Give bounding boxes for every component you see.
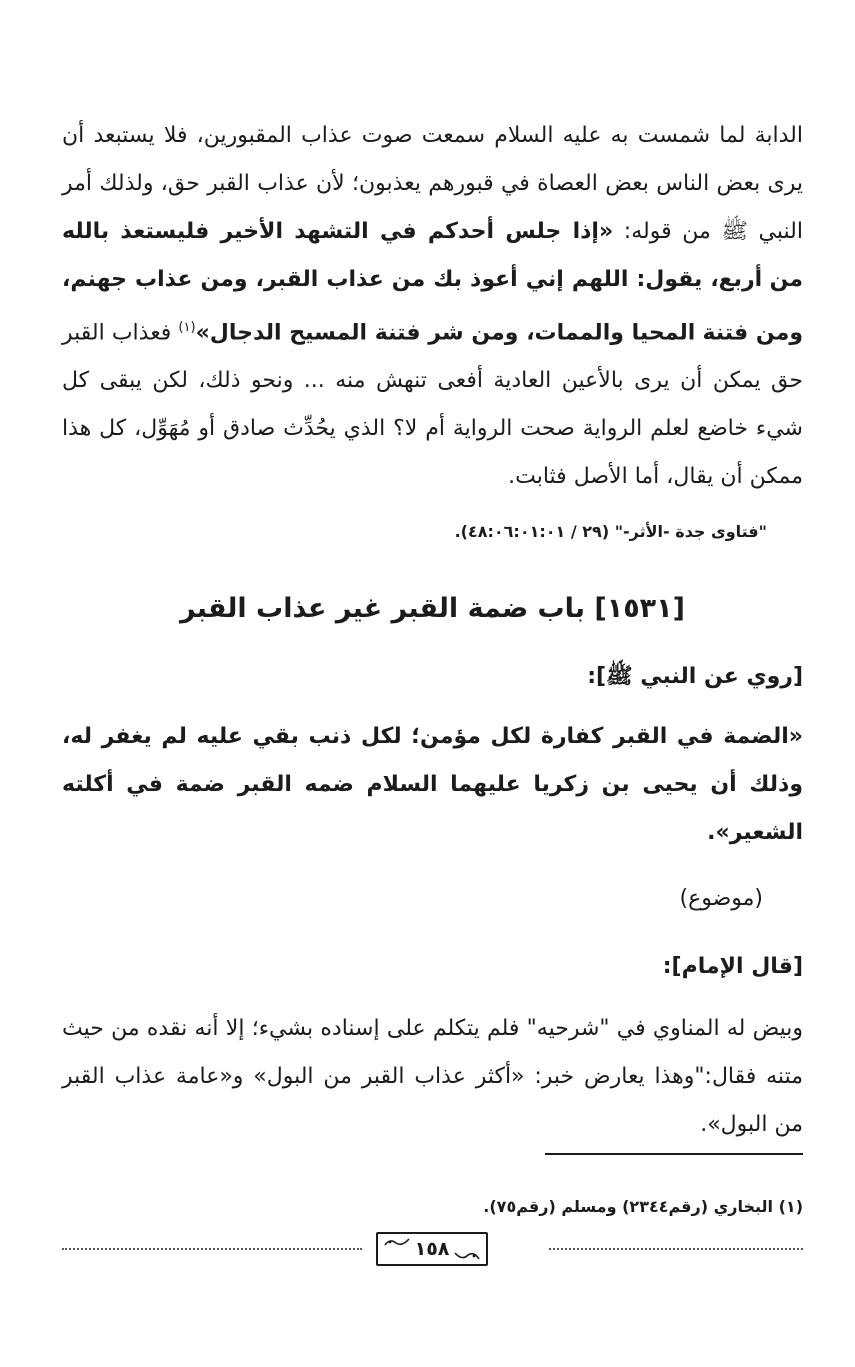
body-line-5-quote: المحيا والممات، ومن شر فتنة المسيح الدجال»	[195, 320, 696, 346]
footnote-text: (١) البخاري (رقم٢٣٤٤) ومسلم (رقم٧٥).	[483, 1197, 803, 1216]
body-line-7: الرواية صحت الرواية أم لا؟ الذي يحُدِّث صادق أو مُهَوِّل، كل هذا ممكن أن	[62, 416, 803, 490]
page-number-box	[376, 1232, 488, 1266]
imam-label: [قال الإمام]:	[662, 954, 803, 980]
body-line-8: يقال، أما الأصل فثابت.	[508, 464, 714, 490]
footnote-divider	[545, 1153, 803, 1155]
footnote-reference[interactable]: (١)	[178, 320, 196, 335]
footer-dotted-line-left	[62, 1248, 362, 1250]
body-line-2: يرى بعض الناس بعض العصاة في قبورهم يعذبون؛ لأن عذاب القبر حق، ولذلك	[99, 171, 804, 196]
source-citation: "فتاوى جدة -الأثر-" (٢٩ / ٤٨:٠٦:٠١:٠١).	[454, 522, 767, 542]
commentary-text: وبيض له المناوي في "شرحيه" فلم يتكلم على إسناده بشيء؛ إلا أنه نقده من حيث متنه فقال:"وهذا يعارض خبر: «أكثر عذاب القبر من البول» و«عامة عذاب القبر من البول».	[62, 1016, 803, 1138]
body-line-3-quote: «إذا جلس أحدكم في التشهد الأخير فليستعذ بالله من	[62, 219, 803, 292]
body-line-3-start: أمر النبي ﷺ من قوله:	[62, 171, 803, 244]
body-line-6: بالأعين العادية أفعى تنهش منه ... ونحو ذلك، لكن يبقى كل شيء خاضع لعلم	[62, 368, 803, 442]
chapter-heading	[62, 589, 803, 629]
page-number: ١٥٨	[414, 1238, 450, 1260]
chapter-title: باب ضمة القبر غير عذاب القبر	[180, 593, 585, 625]
hadith-text: «الضمة في القبر كفارة لكل مؤمن؛ لكل ذنب بقي عليه لم يغفر له، وذلك أن يحيى بن زكريا عليهما السلام ضمه القبر ضمة في أكلته الشعير».	[62, 724, 803, 846]
body-line-1: الدابة لما شمست به عليه السلام سمعت صوت عذاب المقبورين، فلا يستبعد أن	[62, 123, 803, 148]
chapter-number: [١٥٣١]	[594, 593, 685, 625]
body-line-5-end: فعذاب القبر حق يمكن أن يرى	[62, 320, 803, 394]
page-content	[62, 112, 803, 1149]
page-footer	[62, 1232, 803, 1266]
hadith-grade: (موضوع)	[679, 886, 763, 912]
footer-dotted-line-right	[549, 1248, 803, 1250]
ornament-icon	[454, 1251, 480, 1261]
body-paragraph	[62, 112, 803, 501]
ornament-icon	[384, 1237, 410, 1247]
narration-label: [روي عن النبي ﷺ]:	[587, 664, 803, 690]
body-line-4: أربع، يقول: اللهم إني أعوذ بك من عذاب القبر، ومن عذاب جهنم، ومن فتنة	[62, 267, 804, 346]
